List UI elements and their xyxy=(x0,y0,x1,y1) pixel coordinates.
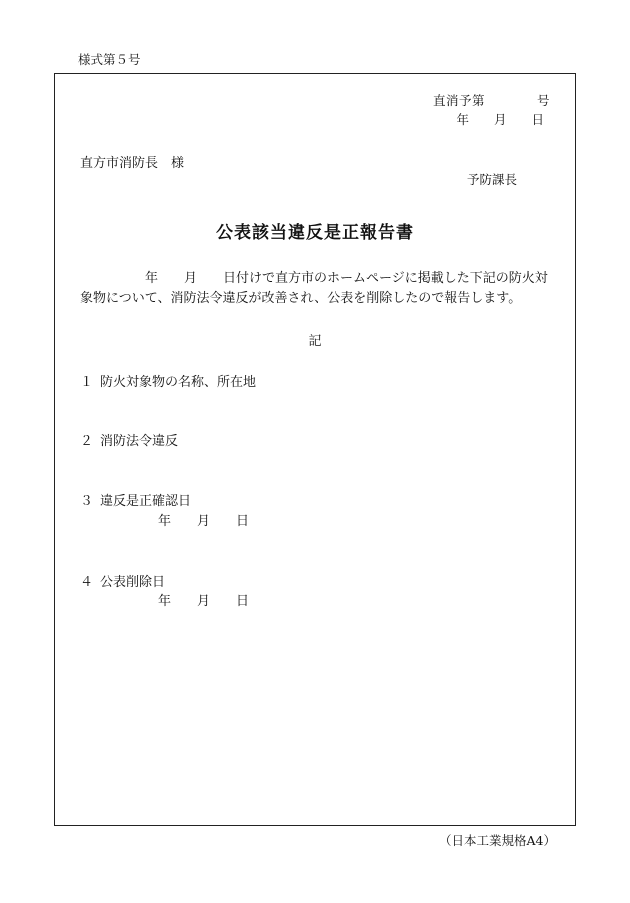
addressee: 直方市消防長 様 xyxy=(80,156,185,171)
item-correction-date xyxy=(80,490,191,509)
body-text xyxy=(80,269,552,309)
document-number: 直消予第 号 xyxy=(432,93,550,108)
item-label: 公表削除日 xyxy=(100,575,166,590)
paper-size-note: （日本工業規格A4） xyxy=(439,833,556,848)
item-label: 違反是正確認日 xyxy=(100,494,192,509)
document-title: 公表該当違反是正報告書 xyxy=(216,223,414,243)
form-number: 様式第５号 xyxy=(78,52,141,67)
sender: 予防課長 xyxy=(466,172,517,187)
body-line-1: 年 月 日付けで直方市のホームページに掲載した下記の防火対 xyxy=(80,271,548,286)
item-number: ２ xyxy=(80,434,94,449)
item-deletion-date xyxy=(80,571,165,590)
document-date: 年 月 日 xyxy=(456,112,544,127)
item-number: ４ xyxy=(80,575,94,590)
ki-heading: 記 xyxy=(308,334,322,349)
item-number: １ xyxy=(80,375,94,390)
item-facility-name xyxy=(80,371,256,390)
item-number: ３ xyxy=(80,494,94,509)
correction-date-value: 年 月 日 xyxy=(158,514,250,529)
deletion-date-value: 年 月 日 xyxy=(158,594,250,609)
item-label: 防火対象物の名称、所在地 xyxy=(100,375,257,390)
body-line-2: 象物について、消防法令違反が改善され、公表を削除したので報告します。 xyxy=(80,291,522,306)
item-label: 消防法令違反 xyxy=(100,434,179,449)
item-violation xyxy=(80,430,178,449)
